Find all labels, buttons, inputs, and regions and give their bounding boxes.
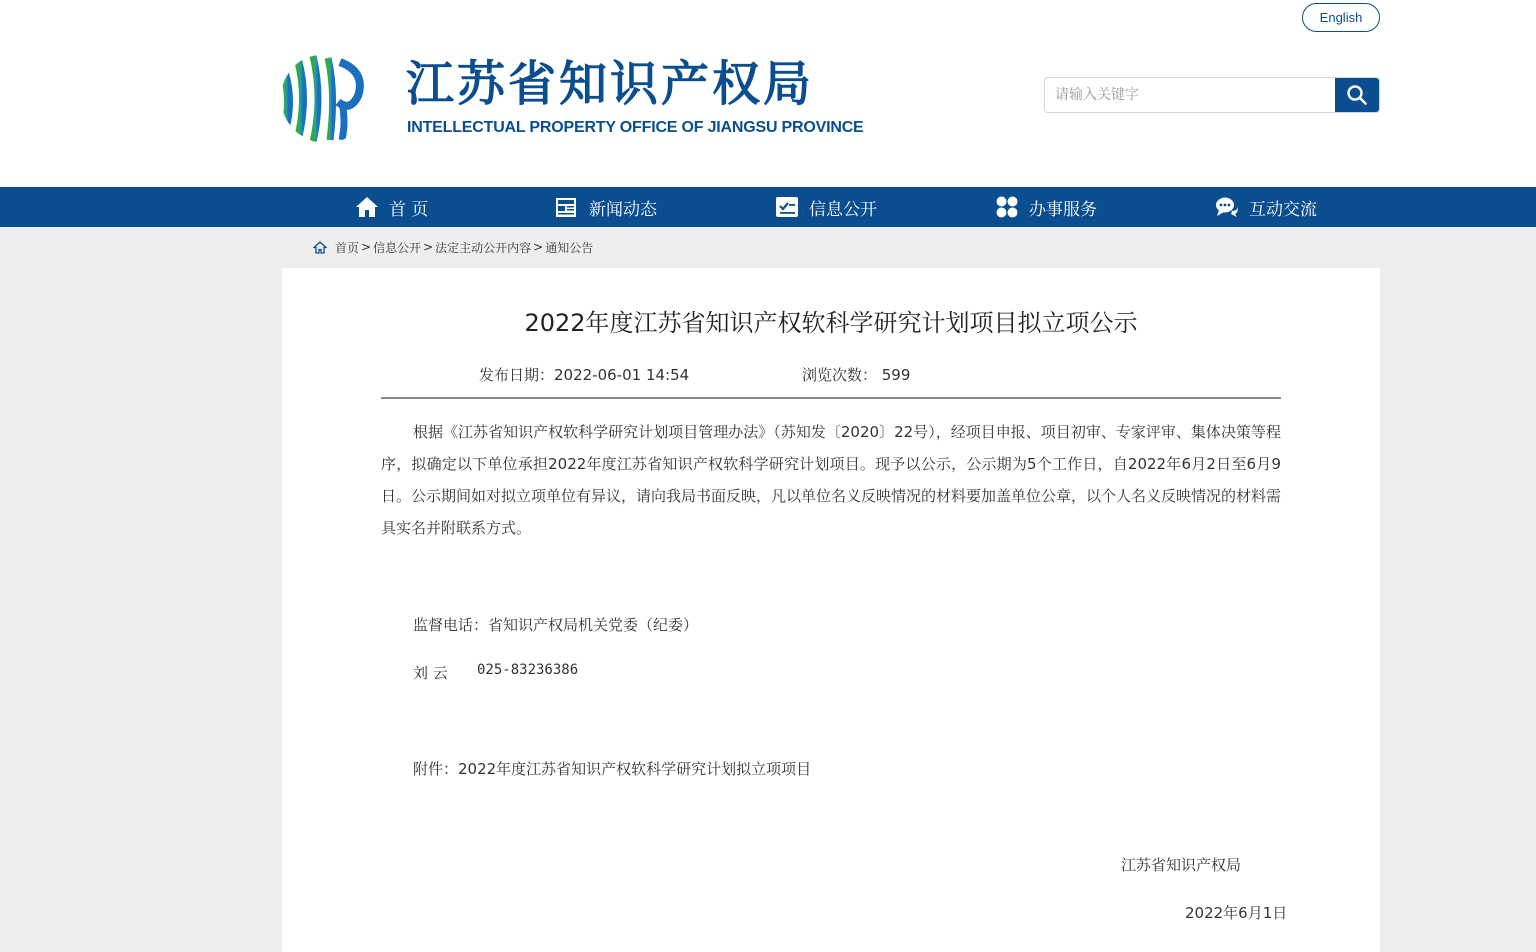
home-icon (313, 241, 327, 254)
newspaper-icon (555, 195, 579, 219)
breadcrumb (313, 238, 593, 256)
breadcrumb-separator: > (533, 240, 544, 254)
nav-item-label: 新闻动态 (589, 199, 657, 220)
article-body-paragraph: 根据《江苏省知识产权软科学研究计划项目管理办法》（苏知发〔2020〕22号），经项目申报、项目初审、专家评审、集体决策等程序，拟确定以下单位承担2022年度江苏省知识产权软科学研究计划项目。现予以公示，公示期为5个工作日，自2022年6月2日至6月9日。公示期间如对拟立项单位有异议，请向我局书面反映，凡以单位名义反映情况的材料要加盖单位公章，以个人名义反映情况的材料需具实名并附联系方式。 (381, 423, 1282, 537)
nav-item-label: 办事服务 (1029, 199, 1097, 220)
checklist-icon (775, 195, 799, 219)
nav-item-home[interactable] (355, 187, 428, 227)
attachment-link[interactable]: 附件：2022年度江苏省知识产权软科学研究计划拟立项项目 (413, 760, 812, 778)
search-button[interactable] (1335, 78, 1379, 112)
search-box (1044, 77, 1380, 113)
breadcrumb-info-disclosure[interactable]: 信息公开 (373, 240, 422, 255)
view-count: 浏览次数： 599 (802, 366, 911, 384)
nav-item-services[interactable] (995, 187, 1097, 227)
nav-item-news[interactable] (555, 187, 657, 227)
supervision-phone-label: 监督电话：省知识产权局机关党委（纪委） (413, 616, 699, 634)
nav-item-info-disclosure[interactable] (775, 187, 877, 227)
search-input[interactable] (1045, 78, 1335, 112)
site-title-english[interactable]: INTELLECTUAL PROPERTY OFFICE OF JIANGSU PROVINCE (407, 119, 864, 136)
site-header (0, 0, 1536, 187)
breadcrumb-notices[interactable]: 通知公告 (545, 240, 594, 255)
ipo-logo-icon[interactable] (280, 52, 372, 144)
main-nav (0, 187, 1536, 227)
english-language-button[interactable]: English (1302, 3, 1380, 32)
nav-item-label: 信息公开 (809, 199, 877, 220)
home-icon (355, 195, 379, 219)
search-icon (1346, 84, 1368, 106)
nav-item-label: 首 页 (389, 199, 429, 220)
signature-organization: 江苏省知识产权局 (1121, 856, 1242, 874)
contact-name: 刘 云 (413, 664, 448, 682)
breadcrumb-separator: > (361, 240, 372, 254)
title-divider (381, 397, 1281, 399)
article-title: 2022年度江苏省知识产权软科学研究计划项目拟立项公示 (524, 309, 1138, 337)
signature-date: 2022年6月1日 (1185, 904, 1288, 922)
breadcrumb-statutory-content[interactable]: 法定主动公开内容 (435, 240, 532, 255)
nav-item-interaction[interactable] (1215, 187, 1317, 227)
breadcrumb-separator: > (423, 240, 434, 254)
site-title-chinese[interactable]: 江苏省知识产权局 (406, 56, 815, 112)
breadcrumb-home[interactable]: 首页 (335, 240, 360, 255)
nav-item-label: 互动交流 (1249, 199, 1317, 220)
chat-icon (1215, 195, 1239, 219)
contact-phone: 025-83236386 (477, 662, 579, 678)
publish-date: 发布日期：2022-06-01 14:54 (479, 366, 690, 384)
grid-icon (995, 195, 1019, 219)
